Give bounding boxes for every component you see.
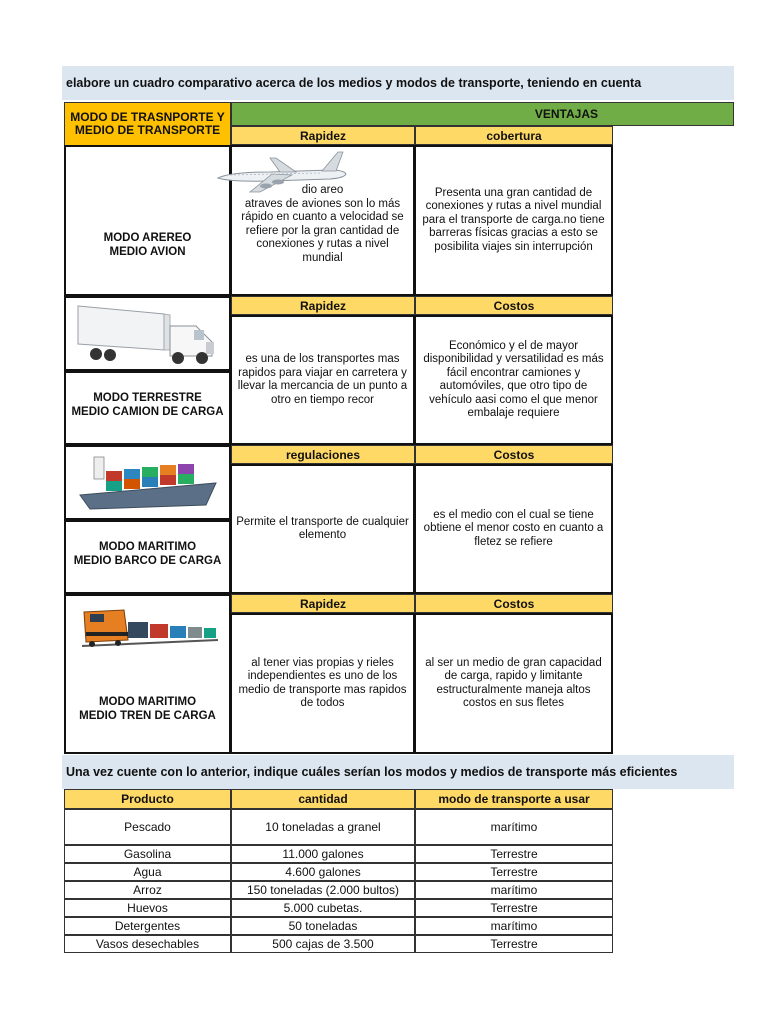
airplane-image xyxy=(210,148,350,193)
table-header-modo: modo de transporte a usar xyxy=(415,789,613,809)
table-row-cantidad: 5.000 cubetas. xyxy=(231,899,415,917)
row1-col2-text: Presenta una gran cantidad de conexiones y rutas a nivel mundial para el transporte de carga.no tiene barreras físicas gracias a esto se posibilita viajes sin interrupción xyxy=(414,145,613,296)
row1-col1-header xyxy=(231,126,415,145)
row4-col2-header xyxy=(415,594,613,613)
truck-icon xyxy=(66,298,229,369)
table-row-modo: Terrestre xyxy=(415,845,613,863)
airplane-icon xyxy=(210,148,350,193)
table-row-modo: marítimo xyxy=(415,917,613,935)
row2-col1-header xyxy=(231,296,415,315)
row3-col1-text: Permite el transporte de cualquier elemento xyxy=(230,464,415,594)
instruction-band xyxy=(62,66,734,100)
row3-col1-header xyxy=(231,445,415,464)
table-row-producto: Pescado xyxy=(64,809,231,845)
row1-col1-text: dio areo atraves de aviones son lo más rápido en cuanto a velocidad se refiere por la gran cantidad de conexiones y rutas a nivel mundial xyxy=(230,145,415,296)
question-text: Una vez cuente con lo anterior, indique cuáles serían los modos y medios de transporte más eficientes xyxy=(66,765,678,779)
row4-col1-text: al tener vias propias y rieles independientes es uno de los medio de transporte mas rapidos de todos xyxy=(230,613,415,754)
row3-col2-text: es el medio con el cual se tiene obtiene el menor costo en cuanto a fletez se refiere xyxy=(414,464,613,594)
table-row-cantidad: 150 toneladas (2.000 bultos) xyxy=(231,881,415,899)
table-row-producto: Detergentes xyxy=(64,917,231,935)
mode-column-header xyxy=(64,102,231,146)
table-row-cantidad: 50 toneladas xyxy=(231,917,415,935)
table-row-modo: marítimo xyxy=(415,809,613,845)
table-row-modo: Terrestre xyxy=(415,899,613,917)
row3-col2-header xyxy=(415,445,613,464)
row4-col2-text: al ser un medio de gran capacidad de carga, rapido y limitante estructuralmente maneja altos costos en sus fletes xyxy=(414,613,613,754)
row1-col1-header-text: Rapidez xyxy=(299,128,346,143)
row2-col1-header-text: Rapidez xyxy=(299,298,346,313)
table-row-cantidad: 4.600 galones xyxy=(231,863,415,881)
table-row-producto: Gasolina xyxy=(64,845,231,863)
table-header-producto: Producto xyxy=(64,789,231,809)
row1-col2-header xyxy=(415,126,613,145)
table-row-modo: Terrestre xyxy=(415,935,613,953)
row3-col1-header-text: regulaciones xyxy=(285,447,361,462)
row2-col1-text: es una de los transportes mas rapidos para viajar en carretera y llevar la mercancia de un punto a otro en tiempo recor xyxy=(230,315,415,445)
cargo-ship-image xyxy=(64,445,231,520)
table-row-cantidad: 500 cajas de 3.500 xyxy=(231,935,415,953)
table-header-cantidad: cantidad xyxy=(231,789,415,809)
mode-column-header-text: MODO DE TRASNPORTE Y MEDIO DE TRANSPORTE xyxy=(70,110,225,137)
row2-col2-text: Económico y el de mayor disponibilidad y versatilidad es más fácil encontrar camiones y automóviles, que otro tipo de vehículo aasi como el que menor embalaje requiere xyxy=(414,315,613,445)
ventajas-header-text: VENTAJAS xyxy=(534,107,598,121)
question-band xyxy=(62,755,734,789)
table-row-producto: Huevos xyxy=(64,899,231,917)
row2-col2-header xyxy=(415,296,613,315)
ventajas-header xyxy=(231,102,734,126)
table-row-producto: Arroz xyxy=(64,881,231,899)
row3-col2-header-text: Costos xyxy=(493,447,535,462)
row2-mode-cell: MODO TERRESTRE MEDIO CAMION DE CARGA xyxy=(64,371,231,445)
table-row-modo: marítimo xyxy=(415,881,613,899)
row3-mode-cell: MODO MARITIMO MEDIO BARCO DE CARGA xyxy=(64,520,231,594)
table-row-producto: Agua xyxy=(64,863,231,881)
table-row-cantidad: 11.000 galones xyxy=(231,845,415,863)
table-row-cantidad: 10 toneladas a granel xyxy=(231,809,415,845)
instruction-text: elabore un cuadro comparativo acerca de los medios y modos de transporte, teniendo en cuenta xyxy=(66,76,642,90)
row1-mode-cell: MODO AREREO MEDIO AVION xyxy=(64,145,231,296)
row4-col2-header-text: Costos xyxy=(493,596,535,611)
cargo-ship-icon xyxy=(66,447,229,518)
row2-col2-header-text: Costos xyxy=(493,298,535,313)
table-row-producto: Vasos desechables xyxy=(64,935,231,953)
row4-mode-cell: MODO MARITIMO MEDIO TREN DE CARGA xyxy=(79,696,216,722)
row4-col1-header-text: Rapidez xyxy=(299,596,346,611)
row4-col1-header xyxy=(231,594,415,613)
row1-col2-header-text: cobertura xyxy=(486,128,542,143)
truck-image xyxy=(64,296,231,371)
table-row-modo: Terrestre xyxy=(415,863,613,881)
